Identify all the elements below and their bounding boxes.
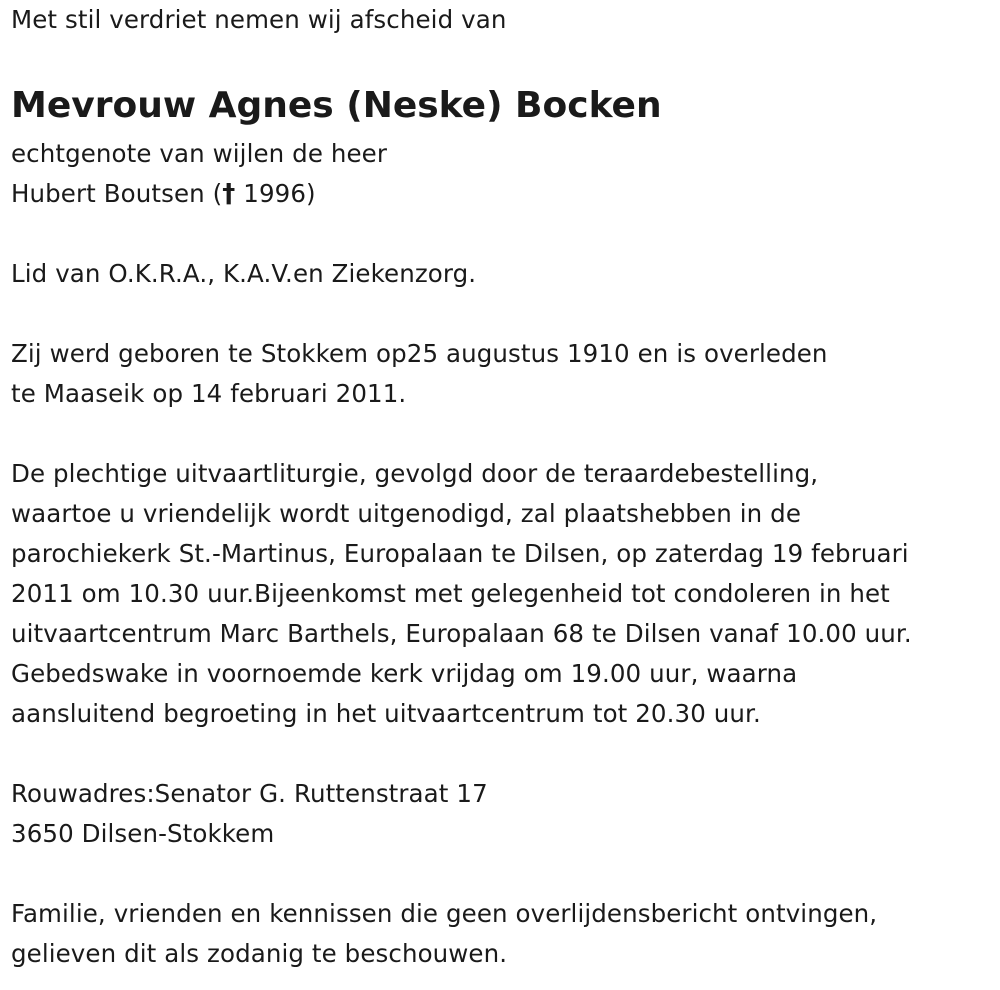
address-line: Rouwadres:Senator G. Ruttenstraat 17 (11, 779, 488, 808)
address-line: 3650 Dilsen-Stokkem (11, 819, 275, 848)
closing-line: Familie, vrienden en kennissen die geen overlijdensbericht ontvingen, (11, 899, 878, 928)
cross-icon: † (222, 179, 236, 209)
birth-death-line: Zij werd geboren te Stokkem op25 augustus 1910 en is overleden (11, 339, 828, 368)
spacer (11, 734, 996, 774)
membership-text: Lid van O.K.R.A., K.A.V.en Ziekenzorg. (11, 259, 477, 288)
ceremony-line: Gebedswake in voornoemde kerk vrijdag om 19.00 uur, waarna (11, 659, 798, 688)
spouse-name: Hubert Boutsen ( (11, 179, 223, 208)
spouse-line: echtgenote van wijlen de heer (11, 139, 388, 168)
spacer (11, 854, 996, 894)
spouse-death-year: 1996) (235, 179, 316, 208)
spacer (11, 294, 996, 334)
spacer (11, 214, 996, 254)
spacer (11, 414, 996, 454)
spacer (11, 40, 996, 80)
birth-death-line: te Maaseik op 14 februari 2011. (11, 379, 407, 408)
ceremony-line: parochiekerk St.-Martinus, Europalaan te Dilsen, op zaterdag 19 februari (11, 539, 909, 568)
death-notice (11, 0, 996, 974)
ceremony-line: 2011 om 10.30 uur.Bijeenkomst met gelegenheid tot condoleren in het (11, 579, 890, 608)
ceremony-line: waartoe u vriendelijk wordt uitgenodigd, zal plaatshebben in de (11, 499, 802, 528)
ceremony-line: De plechtige uitvaartliturgie, gevolgd door de teraardebestelling, (11, 459, 819, 488)
intro-text: Met stil verdriet nemen wij afscheid van (11, 5, 507, 34)
spouse-name-line (11, 174, 996, 214)
closing-line: gelieven dit als zodanig te beschouwen. (11, 939, 508, 968)
deceased-name: Mevrouw Agnes (Neske) Bocken (11, 85, 662, 126)
ceremony-line: uitvaartcentrum Marc Barthels, Europalaan 68 te Dilsen vanaf 10.00 uur. (11, 619, 912, 648)
ceremony-line: aansluitend begroeting in het uitvaartcentrum tot 20.30 uur. (11, 699, 761, 728)
